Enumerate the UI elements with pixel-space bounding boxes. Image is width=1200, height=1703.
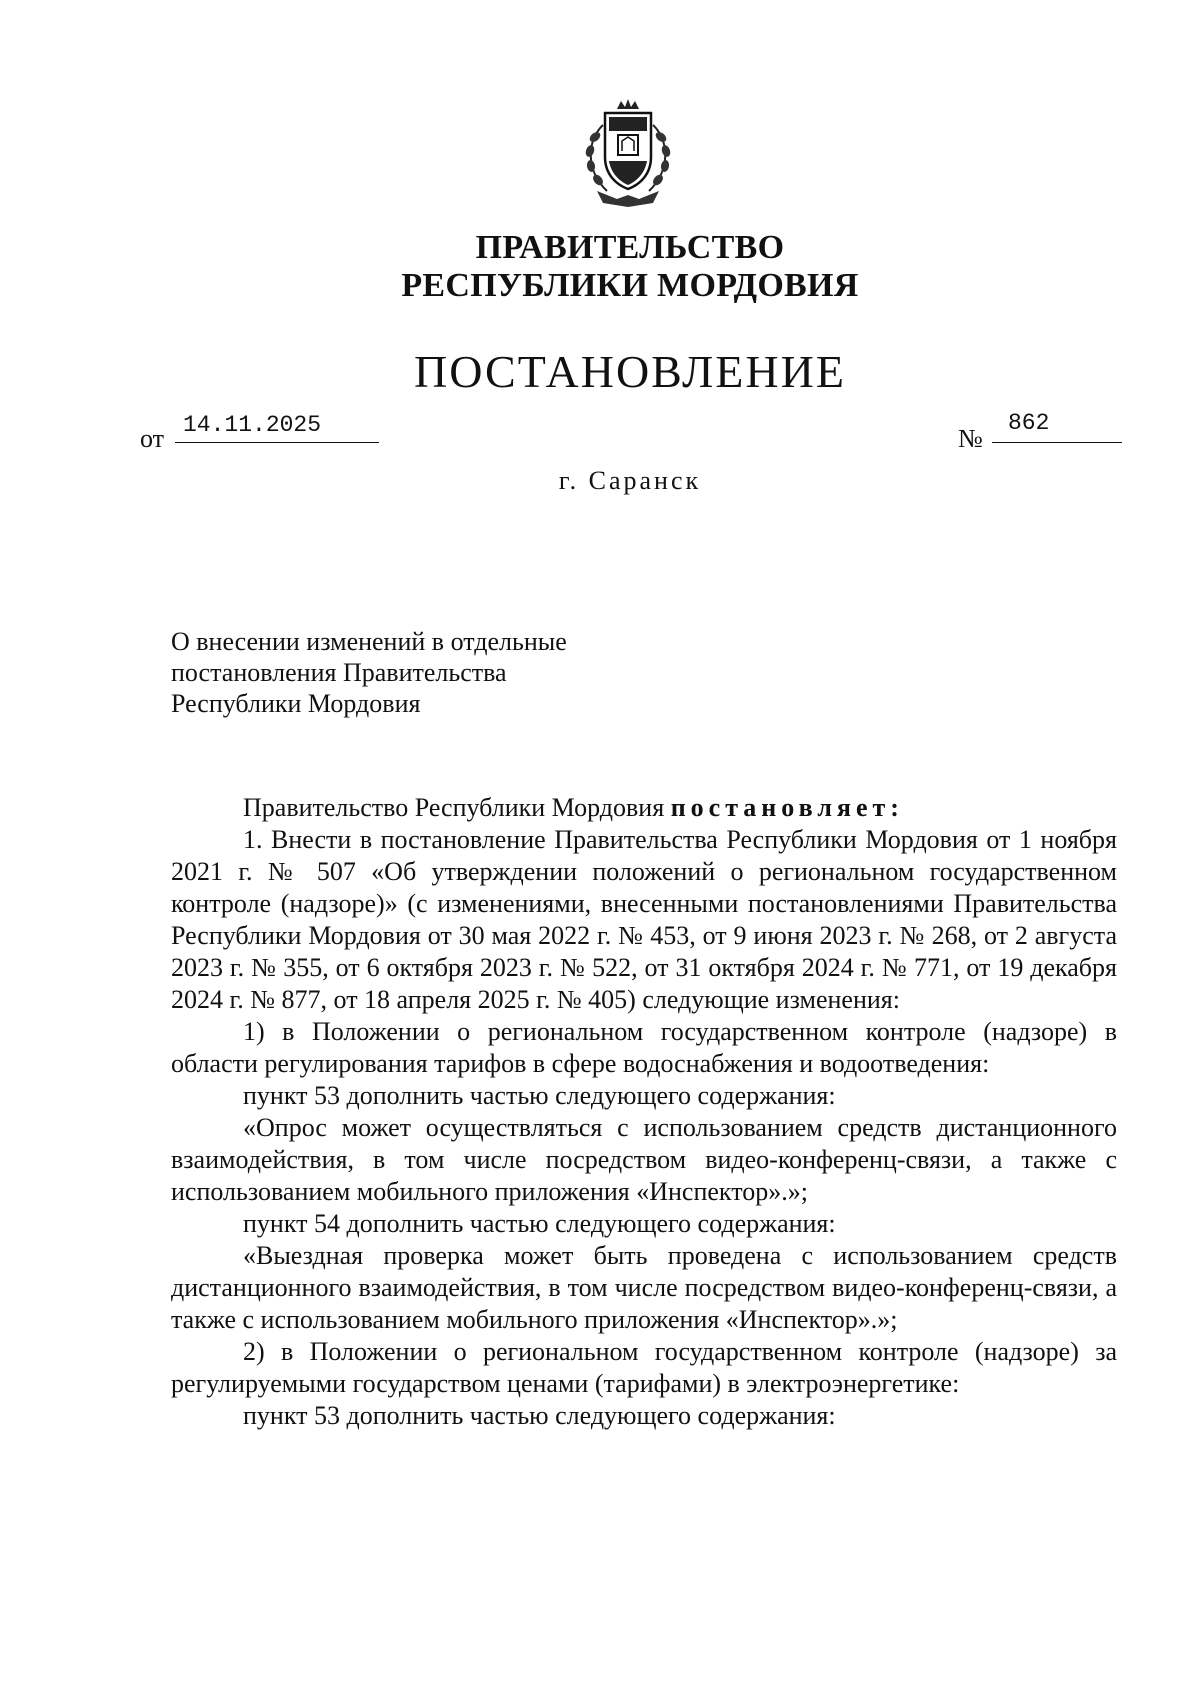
subject-line: О внесении изменений в отдельные <box>171 627 567 656</box>
government-title-line1: ПРАВИТЕЛЬСТВО <box>475 229 785 266</box>
body-paragraph: 1. Внести в постановление Правительства Республики Мордовия от 1 ноября 2021 г. № 507 «Об утверждении положений о региональном государственном контроле (надзоре)» (с изменениями, внесенными постановлениями Правительства Республики Мордовия от 30 мая 2022 г. № 453, от 9 июня 2023 г. № 268, от 2 августа 2023 г. № 355, от 6 октября 2023 г. № 522, от 31 октября 2024 г. № 771, от 19 декабря 2024 г. № 877, от 18 апреля 2025 г. № 405) следующие изменения: <box>171 825 1117 1014</box>
document-subject <box>171 626 567 719</box>
body-paragraph: пункт 54 дополнить частью следующего содержания: <box>243 1209 836 1238</box>
intro-colon: : <box>890 793 899 822</box>
coat-of-arms-emblem <box>573 95 683 210</box>
document-type-heading: ПОСТАНОВЛЕНИЕ <box>414 346 846 397</box>
subject-line: постановления Правительства <box>171 658 507 687</box>
date-prefix: от <box>140 424 165 453</box>
city-line: г. Саранск <box>558 466 702 495</box>
number-prefix: № <box>958 424 983 453</box>
body-paragraph: 1) в Положении о региональном государственном контроле (надзоре) в области регулирования тарифов в сфере водоснабжения и водоотведения: <box>171 1017 1117 1078</box>
body-paragraph: пункт 53 дополнить частью следующего содержания: <box>243 1401 836 1430</box>
body-paragraph: «Опрос может осуществляться с использованием средств дистанционного взаимодействия, в том числе посредством видео-конференц-связи, а также с использованием мобильного приложения «Инспектор».»; <box>171 1113 1117 1206</box>
body-paragraph: пункт 53 дополнить частью следующего содержания: <box>243 1081 836 1110</box>
intro-resolves-word: постановляет <box>670 793 891 822</box>
date-field <box>175 410 379 443</box>
number-field <box>992 410 1122 443</box>
document-body <box>171 792 1117 1432</box>
intro-text: Правительство Республики Мордовия <box>243 793 671 822</box>
body-paragraph: 2) в Положении о региональном государственном контроле (надзоре) за регулируемыми государством ценами (тарифами) в электроэнергетике: <box>171 1337 1117 1398</box>
intro-paragraph <box>171 792 1117 824</box>
date-value: 14.11.2025 <box>183 412 322 438</box>
government-title-line2: РЕСПУБЛИКИ МОРДОВИЯ <box>401 267 859 304</box>
body-paragraph: «Выездная проверка может быть проведена с использованием средств дистанционного взаимодействия, в том числе посредством видео-конференц-связи, а также с использованием мобильного приложения «Инспектор».»; <box>171 1241 1117 1334</box>
subject-line: Республики Мордовия <box>171 689 421 718</box>
number-value: 862 <box>1008 410 1050 436</box>
